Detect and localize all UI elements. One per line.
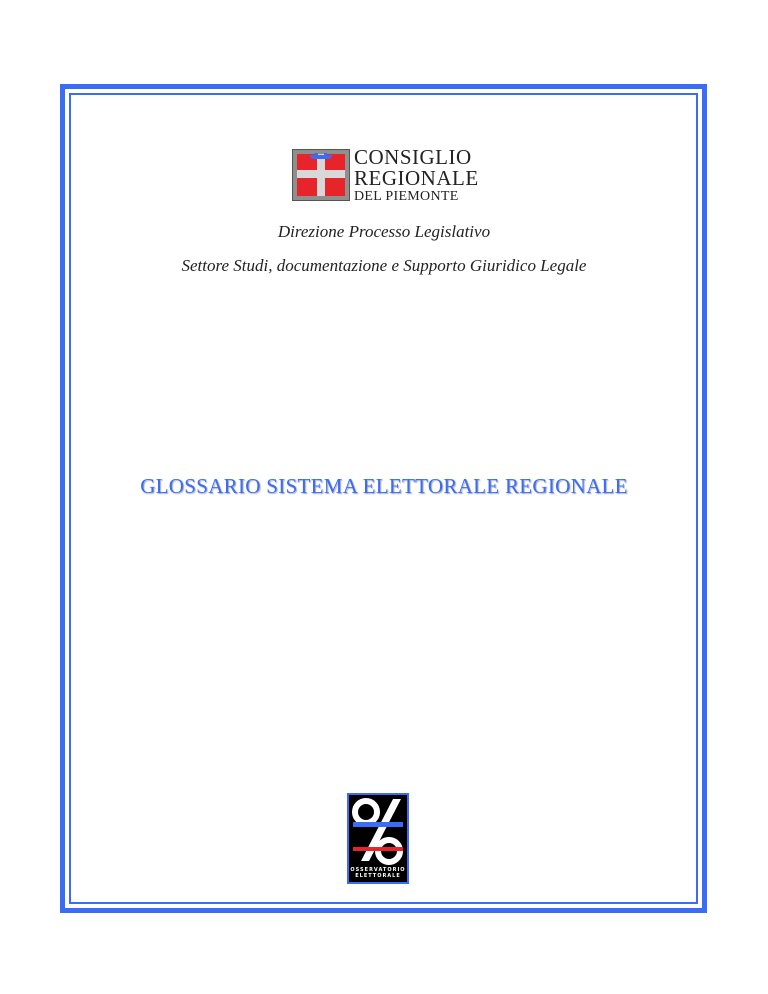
consiglio-regionale-logo [292, 145, 482, 204]
logo-line-regionale: REGIONALE [354, 166, 479, 190]
department-heading: Direzione Processo Legislativo [277, 222, 491, 241]
percent-sign-icon [349, 795, 407, 871]
obs-lettering [349, 867, 407, 879]
document-title: GLOSSARIO SISTEMA ELETTORALE REGIONALE [140, 474, 628, 498]
logo-line-piemonte: DEL PIEMONTE [354, 189, 459, 204]
sector-heading: Settore Studi, documentazione e Supporto Giuridico Legale [181, 256, 587, 275]
logo-text [354, 147, 479, 204]
piemonte-emblem-icon [292, 149, 350, 201]
obs-line-osservatorio: OSSERVATORIO [350, 867, 406, 873]
obs-line-elettorale: ELETTORALE [355, 873, 401, 879]
logo-line-consiglio: CONSIGLIO [354, 145, 472, 169]
osservatorio-elettorale-logo [347, 793, 409, 884]
